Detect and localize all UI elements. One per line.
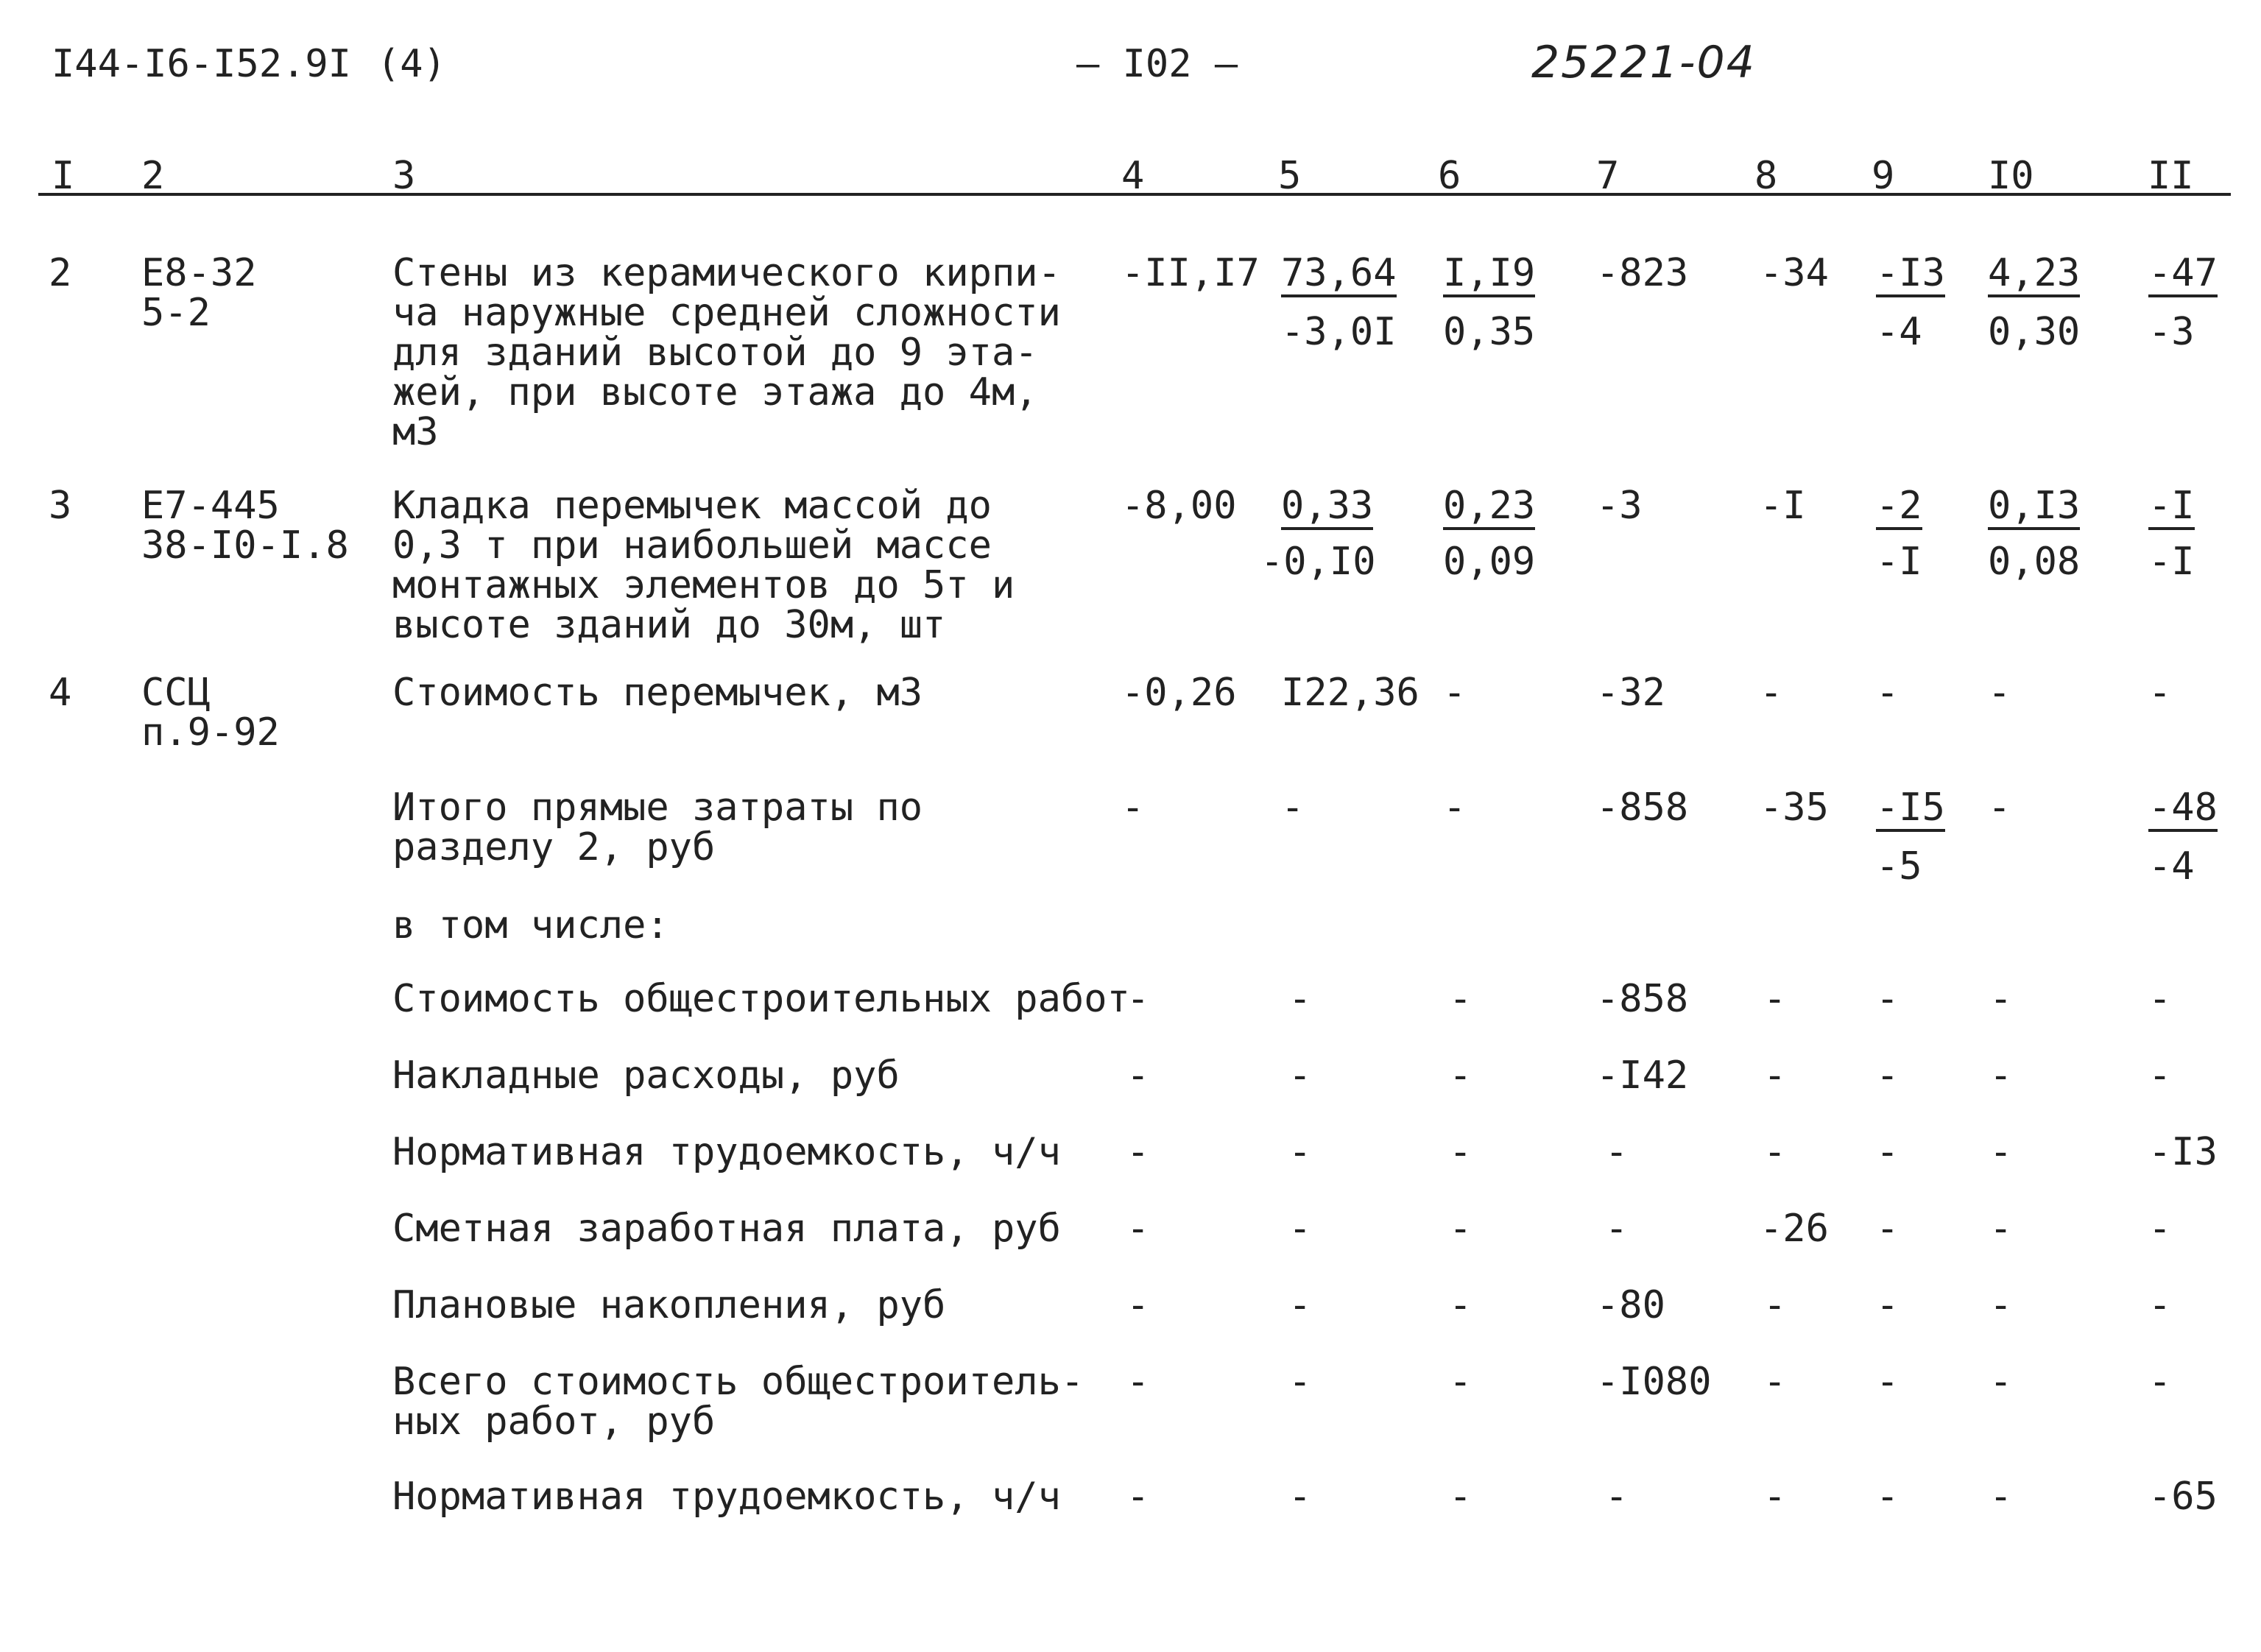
cell-c5: - [1288,977,1312,1021]
cell-c9: - [1876,671,1900,715]
cell-c11: -65 [2148,1475,2218,1519]
cell-c4: -0,26 [1121,671,1237,715]
norm-code: E8-32 5-2 [141,251,257,335]
cell-c8: - [1763,1130,1787,1174]
cell-c6: - [1449,1130,1472,1174]
cell-c8: - [1763,1360,1787,1404]
summary-label: Нормативная трудоемкость, ч/ч [392,1130,1061,1174]
work-description: Кладка перемычек массой до 0,3 т при наибольшей массе монтажных элементов до 5т и высоте зданий до 30м, шт [392,484,1015,647]
cell-c8: - [1763,1475,1787,1519]
cell-c6-top: 0,23 [1443,486,1535,530]
col-num-7: 7 [1596,154,1620,198]
cell-c5: I22,36 [1281,671,1419,715]
cell-c6: - [1443,786,1467,830]
cell-c4: - [1121,786,1145,830]
cell-c6-bottom: 0,09 [1443,540,1536,584]
cell-c11: - [2148,671,2172,715]
cell-c5-top: 73,64 [1281,253,1397,297]
cell-c8: -26 [1760,1207,1829,1251]
cell-c9: - [1876,977,1900,1021]
cell-c10: - [1988,786,2011,830]
norm-code: E7-445 38-I0-I.8 [141,484,349,568]
including-label: в том числе: [392,903,669,947]
cell-c9: - [1876,1053,1900,1098]
cell-c5-bottom: -0,I0 [1260,540,1376,584]
cell-c7: -I42 [1596,1053,1689,1098]
cell-c6: - [1449,1360,1472,1404]
cell-c7: -858 [1596,786,1689,830]
cell-c5-bottom: -3,0I [1281,310,1397,354]
summary-label: Сметная заработная плата, руб [392,1207,1061,1251]
cell-c4: -8,00 [1121,484,1237,528]
col-num-11: II [2148,154,2194,198]
page-number: – I02 – [1076,42,1238,86]
cell-c4: - [1126,1130,1150,1174]
cell-c7: -80 [1596,1283,1665,1327]
cell-c10: - [1989,1283,2013,1327]
cell-c8: - [1763,977,1787,1021]
cell-c11-bottom: -4 [2148,844,2195,889]
cell-c11-top: -47 [2148,253,2218,297]
cell-c4: - [1126,1207,1150,1251]
cell-c11: - [2148,1283,2172,1327]
cell-c7: - [1605,1130,1629,1174]
cell-c6: - [1449,1207,1472,1251]
cell-c9: - [1876,1130,1900,1174]
work-description: Стоимость перемычек, м3 [392,671,923,715]
col-num-1: I [52,154,75,198]
col-num-9: 9 [1872,154,1895,198]
cell-c10-bottom: 0,08 [1988,540,2081,584]
cell-c4: - [1126,1053,1150,1098]
col-num-8: 8 [1754,154,1778,198]
cell-c4: -II,I7 [1121,251,1260,295]
cell-c9: - [1876,1360,1900,1404]
cell-c6: - [1449,977,1472,1021]
cell-c8: -34 [1760,251,1829,295]
cell-c10-bottom: 0,30 [1988,310,2081,354]
cell-c11: - [2148,1207,2172,1251]
cell-c6: - [1443,671,1467,715]
norm-code: ССЦ п.9-92 [141,671,280,755]
cell-c10: - [1989,1053,2013,1098]
cell-c8: -I [1760,484,1806,528]
cell-c9-bottom: -4 [1876,310,1922,354]
summary-label: Всего стоимость общестроитель- ных работ, руб [392,1360,1084,1444]
row-number: 3 [49,484,72,528]
row-number: 4 [49,671,72,715]
col-num-3: 3 [392,154,416,198]
handwritten-number: 25221-04 [1531,37,1756,88]
cell-c9-bottom: -5 [1876,844,1922,889]
cell-c9: - [1876,1283,1900,1327]
cell-c10: - [1989,1360,2013,1404]
cell-c9-top: -2 [1876,486,1922,530]
col-num-4: 4 [1121,154,1145,198]
cell-c11: - [2148,1053,2172,1098]
row-number: 2 [49,251,72,295]
col-num-6: 6 [1438,154,1461,198]
cell-c7: -3 [1596,484,1643,528]
summary-label: Накладные расходы, руб [392,1053,900,1098]
cell-c10-top: 4,23 [1988,253,2080,297]
cell-c9-top: -I5 [1876,788,1945,832]
cell-c10: - [1989,1475,2013,1519]
cell-c7: -I080 [1596,1360,1712,1404]
summary-label: Нормативная трудоемкость, ч/ч [392,1475,1061,1519]
cell-c8: -35 [1760,786,1829,830]
cell-c9: - [1876,1475,1900,1519]
col-num-2: 2 [141,154,165,198]
cell-c9: - [1876,1207,1900,1251]
cell-c10-top: 0,I3 [1988,486,2080,530]
cell-c7: - [1605,1475,1629,1519]
cell-c6-bottom: 0,35 [1443,310,1536,354]
doc-code: I44-I6-I52.9I [52,42,351,86]
totals-label: Итого прямые затраты по разделу 2, руб [392,786,923,869]
cell-c10: - [1989,1207,2013,1251]
cell-c4: - [1126,1360,1150,1404]
cell-c11: - [2148,1360,2172,1404]
work-description: Стены из керамического кирпи- ча наружные средней сложности для зданий высотой до 9 эта- жей, при высоте этажа до 4м, м3 [392,251,1061,454]
cell-c7: -858 [1596,977,1689,1021]
cell-c4: - [1126,1283,1150,1327]
doc-variant: (4) [377,42,446,86]
cell-c5-top: 0,33 [1281,486,1373,530]
col-num-5: 5 [1278,154,1302,198]
col-num-10: I0 [1988,154,2034,198]
cell-c11-bottom: -3 [2148,310,2195,354]
cell-c5: - [1288,1053,1312,1098]
cell-c6: - [1449,1475,1472,1519]
cell-c11: -I3 [2148,1130,2218,1174]
cell-c11-top: -48 [2148,788,2218,832]
cell-c5: - [1288,1207,1312,1251]
cell-c5: - [1288,1283,1312,1327]
cell-c5: - [1288,1475,1312,1519]
cell-c6: - [1449,1283,1472,1327]
cell-c8: - [1763,1283,1787,1327]
cell-c8: - [1760,671,1783,715]
cell-c5: - [1281,786,1305,830]
cell-c7: -823 [1596,251,1689,295]
cell-c5: - [1288,1130,1312,1174]
summary-label: Стоимость общестроительных работ [392,977,1130,1021]
cell-c6: - [1449,1053,1472,1098]
cell-c4: - [1126,1475,1150,1519]
cell-c7: - [1605,1207,1629,1251]
cell-c10: - [1988,671,2011,715]
cell-c11-top: -I [2148,486,2195,530]
header-rule [38,193,2231,196]
cell-c10: - [1989,1130,2013,1174]
cell-c4: - [1126,977,1150,1021]
cell-c9-top: -I3 [1876,253,1945,297]
summary-label: Плановые накопления, руб [392,1283,946,1327]
cell-c6-top: I,I9 [1443,253,1535,297]
cell-c11: - [2148,977,2172,1021]
cell-c8: - [1763,1053,1787,1098]
cell-c9-bottom: -I [1876,540,1922,584]
cell-c7: -32 [1596,671,1665,715]
cell-c5: - [1288,1360,1312,1404]
cell-c11-bottom: -I [2148,540,2195,584]
cell-c10: - [1989,977,2013,1021]
